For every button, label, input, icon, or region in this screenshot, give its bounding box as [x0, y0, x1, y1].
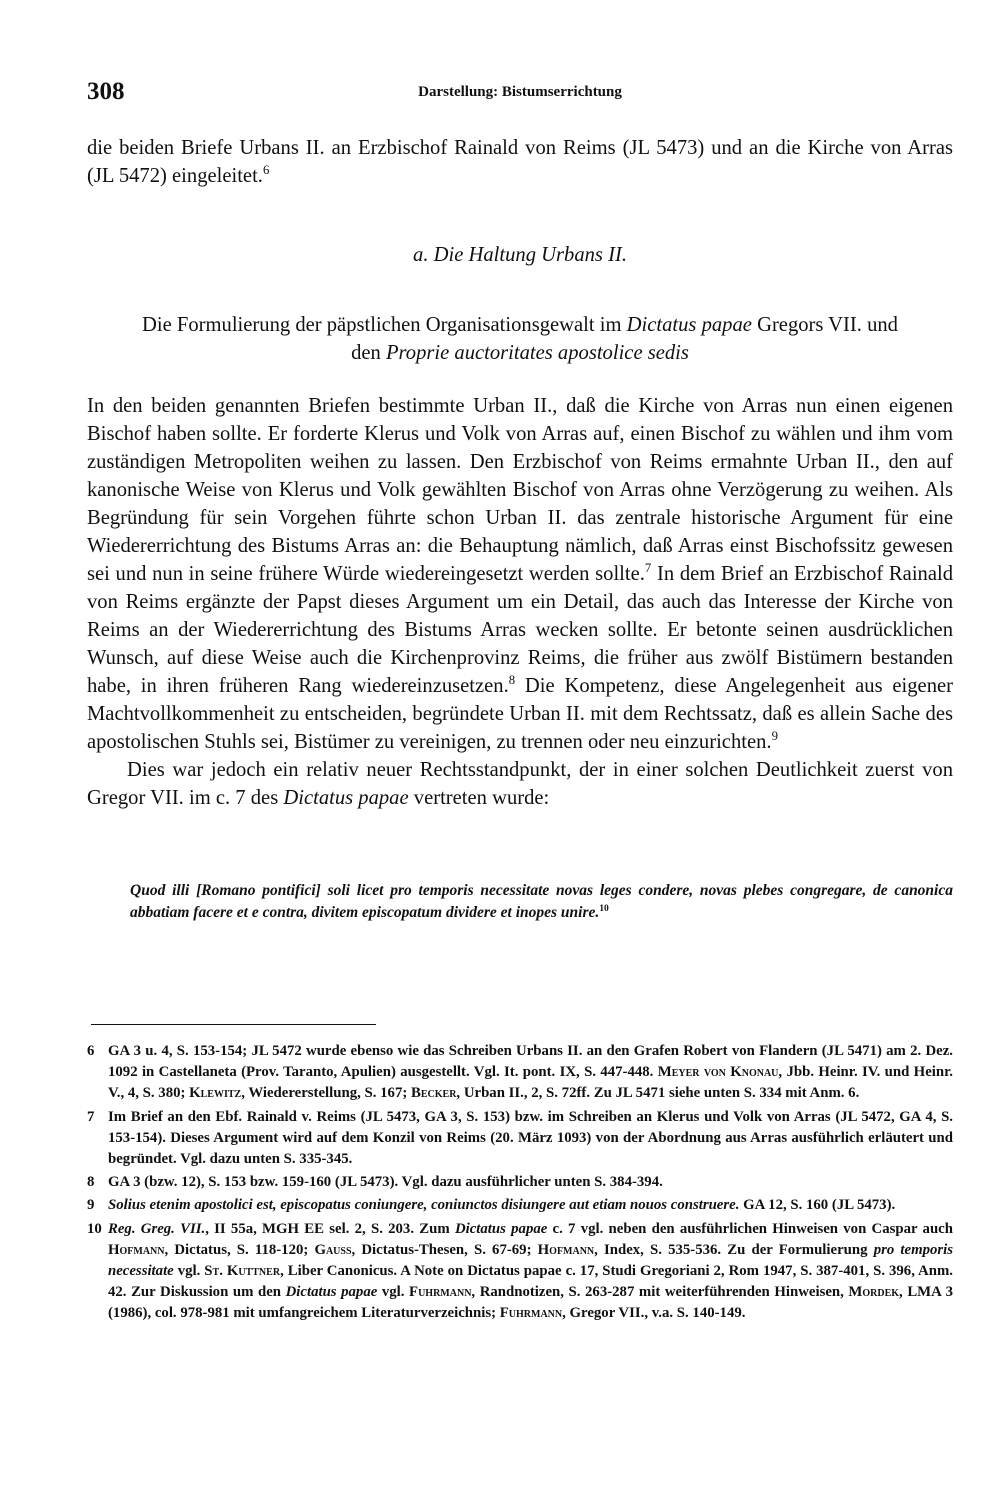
- footnote-text: vgl.: [377, 1284, 410, 1301]
- footnote-text: , Jbb. Heinr. IV. und Heinr. V., 4, S. 380;: [108, 1064, 954, 1102]
- author-name: St. Kuttner: [204, 1263, 281, 1280]
- author-name: Becker: [410, 1085, 457, 1102]
- footnote-ref-10: 10: [599, 902, 609, 914]
- footnote-text: GA 3 (bzw. 12), S. 153 bzw. 159-160 (JL 5473). Vgl. dazu ausführlicher unten S. 384-394.: [108, 1174, 663, 1191]
- footnote-text: , II 55a, MGH EE sel. 2, S. 203. Zum: [205, 1220, 455, 1237]
- footnote-italic: Reg. Greg. VII.: [108, 1220, 206, 1237]
- author-name: Meyer von Knonau: [657, 1064, 779, 1081]
- footnote-number: 7: [87, 1108, 95, 1125]
- footnote-ref-6: 6: [262, 163, 270, 178]
- author-name: Mordek: [848, 1284, 900, 1301]
- footnote-italic: pro temporis necessitate: [108, 1241, 954, 1280]
- footnote-6: [87, 1041, 953, 1105]
- subtitle-line-2: [87, 339, 953, 367]
- paragraph-text: In dem Brief an Erzbischof Rainald von Reims ergänzte der Papst dieses Argument um ein Detail, das auch das Interesse der Kirche von Reims an der Wiedererrichtung des Bistums Arras wecken sollte. Er betonte seinen ausdrücklichen Wunsch, auf diese Weise auch die Kirchenprovinz Reims, die früher aus zwölf Bistümern bestanden habe, in ihren früheren Rang wiedereinzusetzen.: [87, 563, 953, 697]
- footnote-10: [87, 1219, 953, 1325]
- footnote-9: [87, 1195, 953, 1216]
- footnote-text: vgl.: [173, 1263, 205, 1280]
- subtitle-text: den: [351, 342, 386, 364]
- footnote-number: 8: [87, 1174, 95, 1191]
- page-number: 308: [87, 78, 125, 105]
- footnote-ref-8: 8: [508, 673, 516, 688]
- author-name: Gauss: [314, 1241, 352, 1258]
- footnote-text: , Dictatus-Thesen, S. 67-69;: [351, 1241, 538, 1258]
- section-subtitle: [87, 311, 953, 367]
- running-title: Darstellung: Bistumserrichtung: [418, 84, 622, 100]
- footnote-text: , Wiedererstellung, S. 167;: [241, 1085, 411, 1102]
- footnote-8: [87, 1172, 953, 1193]
- block-quote: [130, 880, 953, 924]
- footnote-italic: Dictatus papae: [285, 1284, 378, 1301]
- footnote-7: [87, 1107, 953, 1171]
- subtitle-italic: Dictatus papae: [626, 314, 752, 336]
- footnote-number: 6: [87, 1043, 95, 1059]
- footnote-text: , Liber Canonicus. A Note on Dictatus papae c. 17, Studi Gregoriani 2, Rom 1947, S. 387-401, S. 396, Anm. 42. Zur Diskussion um den: [108, 1263, 953, 1301]
- footnote-text: GA 12, S. 160 (JL 5473).: [739, 1197, 896, 1214]
- paragraph-1: [87, 392, 953, 756]
- paragraph-text: In den beiden genannten Briefen bestimmte Urban II., daß die Kirche von Arras nun einen eigenen Bischof haben sollte. Er forderte Klerus und Volk von Arras auf, einen Bischof zu wählen und ihm vom zuständigen Metropoliten weihen zu lassen. Den Erzbischof von Reims ermahnte Urban II., den auf kanonische Weise von Klerus und Volk gewählten Bischof von Arras ohne Verzögerung zu weihen. Als Begründung für sein Vorgehen führte schon Urban II. das zentrale historische Argument für eine Wiedererrichtung des Bistums Arras an: die Behauptung nämlich, daß Arras einst Bischofssitz gewesen sei und nun in seine frühere Würde wiedereingesetzt werden sollte.: [87, 395, 953, 585]
- footnote-text: , Gregor VII., v.a. S. 140-149.: [562, 1305, 746, 1322]
- author-name: Fuhrmann: [409, 1284, 472, 1301]
- author-name: Fuhrmann: [499, 1305, 563, 1322]
- subtitle-italic: Proprie auctoritates apostolice sedis: [385, 342, 689, 364]
- subtitle-line-1: [87, 311, 953, 339]
- section-heading: a. Die Haltung Urbans II.: [413, 244, 627, 266]
- paragraph-text: vertreten wurde:: [408, 787, 550, 809]
- intro-paragraph: [87, 134, 953, 190]
- footnote-number: 10: [87, 1220, 102, 1237]
- paragraph-2: [87, 756, 953, 812]
- quote-text: Quod illi [Romano pontifici] soli licet pro temporis necessitate novas leges condere, novas plebes congregare, de canonica abbatiam facere et e contra, divitem episcopatum dividere et inopes unire.: [130, 882, 953, 921]
- paragraph-text: Die Kompetenz, diese Angelegenheit aus eigener Machtvollkommenheit zu entscheiden, begründete Urban II. mit dem Rechtssatz, daß es allein Sache des apostolischen Stuhls sei, Bistümer zu vereinigen, zu trennen oder neu einzurichten.: [87, 675, 953, 753]
- paragraph-text: Dies war jedoch ein relativ neuer Rechtsstandpunkt, der in einer solchen Deutlichkeit zuerst von Gregor VII. im c. 7 des: [87, 759, 953, 809]
- main-text: [87, 392, 953, 812]
- author-name: Hofmann: [108, 1241, 165, 1258]
- subtitle-text: Gregors VII. und: [751, 314, 898, 336]
- footnote-text: Im Brief an den Ebf. Rainald v. Reims (JL 5473, GA 3, S. 153) bzw. im Schreiben an Klerus und Volk von Arras (JL 5472, GA 4, S. 153-154). Dieses Argument wird auf dem Konzil von Reims (20. März 1093) von der Abordnung aus Arras ausführlich erläutert und begründet. Vgl. dazu unten S. 335-345.: [108, 1108, 953, 1168]
- footnote-ref-7: 7: [644, 561, 652, 576]
- footnotes: [87, 1041, 953, 1327]
- footnote-ref-9: 9: [771, 729, 778, 744]
- footnote-italic: Solius etenim apostolici est, episcopatus coniungere, coniunctos disiungere aut etiam nouos construere.: [108, 1197, 740, 1214]
- footnote-text: , LMA 3 (1986), col. 978-981 mit umfangreichem Literaturverzeichnis;: [108, 1284, 953, 1322]
- footnote-text: , Index, S. 535-536. Zu der Formulierung: [594, 1241, 874, 1258]
- author-name: Klewitz: [189, 1085, 242, 1102]
- footnote-text: , Dictatus, S. 118-120;: [164, 1241, 315, 1258]
- paragraph-italic: Dictatus papae: [283, 787, 409, 809]
- running-head: [87, 78, 953, 114]
- footnote-divider: [91, 1024, 376, 1025]
- footnote-number: 9: [87, 1197, 95, 1214]
- intro-text: die beiden Briefe Urbans II. an Erzbischof Rainald von Reims (JL 5473) und an die Kirche von Arras (JL 5472) eingeleitet.: [87, 137, 953, 187]
- footnote-italic: Dictatus papae: [454, 1220, 548, 1237]
- footnote-text: , Randnotizen, S. 263-287 mit weiterführenden Hinweisen,: [471, 1284, 849, 1301]
- footnote-text: GA 3 u. 4, S. 153-154; JL 5472 wurde ebenso wie das Schreiben Urbans II. an den Grafen Robert von Flandern (JL 5471) am 2. Dez. 1092 in Castellaneta (Prov. Taranto, Apulien) ausgestellt. Vgl. It. pont. IX, S. 447-448.: [108, 1043, 953, 1081]
- footnote-text: , Urban II., 2, S. 72ff. Zu JL 5471 siehe unten S. 334 mit Anm. 6.: [456, 1085, 860, 1102]
- subtitle-text: Die Formulierung der päpstlichen Organisationsgewalt im: [142, 314, 627, 336]
- author-name: Hofmann: [537, 1241, 595, 1258]
- footnote-text: c. 7 vgl. neben den ausführlichen Hinweisen von Caspar auch: [547, 1220, 953, 1237]
